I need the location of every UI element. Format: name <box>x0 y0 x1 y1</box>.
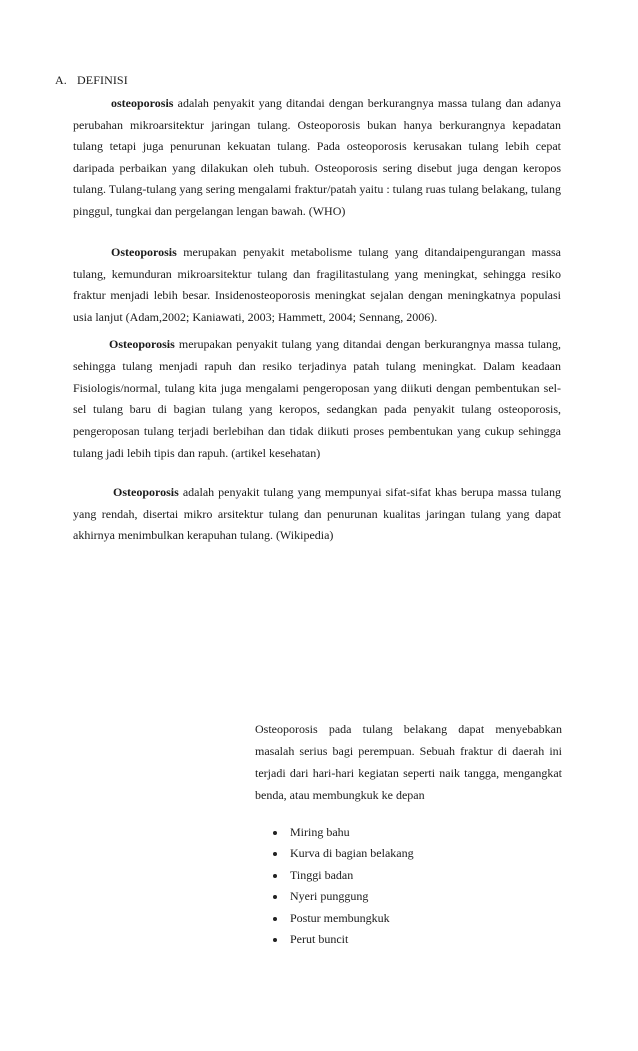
list-item <box>270 908 414 929</box>
definition-paragraph-literature <box>73 242 561 328</box>
definition-term: Osteoporosis <box>109 337 175 351</box>
list-item <box>270 929 414 950</box>
definition-text: adalah penyakit yang ditandai dengan berkurangnya massa tulang dan adanya perubahan mikroarsitektur jaringan tulang. Osteoporosis bukan hanya berkurangnya kepadatan tulang tetapi juga penurunan kekuatan tulang. Pada osteoporosis kerusakan tulang lebih cepat daripada perbaikan yang dilakukan oleh tubuh. Osteoporosis sering disebut juga dengan keropos tulang. Tulang-tulang yang sering mengalami fraktur/patah yaitu : tulang ruas tulang belakang, tulang pinggul, tungkai dan pergelangan lengan bawah. (WHO) <box>73 96 561 218</box>
definition-text: merupakan penyakit tulang yang ditandai dengan berkurangnya massa tulang, sehingga tulang menjadi rapuh dan resiko terjadinya patah tulang meningkat. Dalam keadaan Fisiologis/normal, tulang kita juga mengalami pengeroposan yang diikuti dengan pembentukan sel-sel tulang baru di bagian tulang yang keropos, sedangkan pada penyakit tulang osteoporosis, pengeroposan tulang terjadi berlebihan dan tidak diikuti proses pembentukan yang cukup sehingga tulang jadi lebih tipis dan rapuh. (artikel kesehatan) <box>73 337 561 460</box>
symptom-label: Kurva di bagian belakang <box>290 846 414 861</box>
list-item <box>270 865 414 886</box>
list-item <box>270 822 414 843</box>
bullet-icon <box>273 895 277 899</box>
bullet-icon <box>273 917 277 921</box>
section-number: A. <box>55 73 67 87</box>
bullet-icon <box>273 938 277 942</box>
list-item <box>270 843 414 864</box>
definition-term: osteoporosis <box>111 96 174 110</box>
definition-paragraph-article <box>73 334 561 465</box>
bullet-icon <box>273 831 277 835</box>
list-item <box>270 886 414 907</box>
symptom-label: Nyeri punggung <box>290 889 369 904</box>
section-heading <box>55 73 128 88</box>
definition-paragraph-who <box>73 93 561 222</box>
symptom-label: Tinggi badan <box>290 867 354 882</box>
bullet-icon <box>273 852 277 856</box>
spine-osteoporosis-note: Osteoporosis pada tulang belakang dapat menyebabkan masalah serius bagi perempuan. Sebuah fraktur di daerah ini terjadi dari hari-hari kegiatan seperti naik tangga, mengangkat benda, atau membungkuk ke depan <box>255 722 562 802</box>
symptom-list <box>270 822 414 950</box>
section-title: DEFINISI <box>77 73 128 87</box>
definition-text: merupakan penyakit metabolisme tulang yang ditandaipengurangan massa tulang, kemunduran mikroarsitektur tulang dan fragilitastulang yang meningkat, sehingga resiko fraktur menjadi lebih besar. Insidenosteoporosis meningkat sejalan dengan meningkatnya populasi usia lanjut (Adam,2002; Kaniawati, 2003; Hammett, 2004; Sennang, 2006). <box>73 245 561 324</box>
symptom-label: Postur membungkuk <box>290 910 390 925</box>
definition-term: Osteoporosis <box>111 245 177 259</box>
symptom-label: Miring bahu <box>290 825 350 839</box>
bullet-icon <box>273 874 277 878</box>
definition-paragraph-wikipedia <box>73 482 561 547</box>
symptom-label: Perut buncit <box>290 931 349 946</box>
definition-text: adalah penyakit tulang yang mempunyai sifat-sifat khas berupa massa tulang yang rendah, disertai mikro arsitektur tulang dan penurunan kualitas jaringan tulang yang dapat akhirnya menimbulkan kerapuhan tulang. (Wikipedia) <box>73 485 561 542</box>
definition-term: Osteoporosis <box>113 485 179 499</box>
